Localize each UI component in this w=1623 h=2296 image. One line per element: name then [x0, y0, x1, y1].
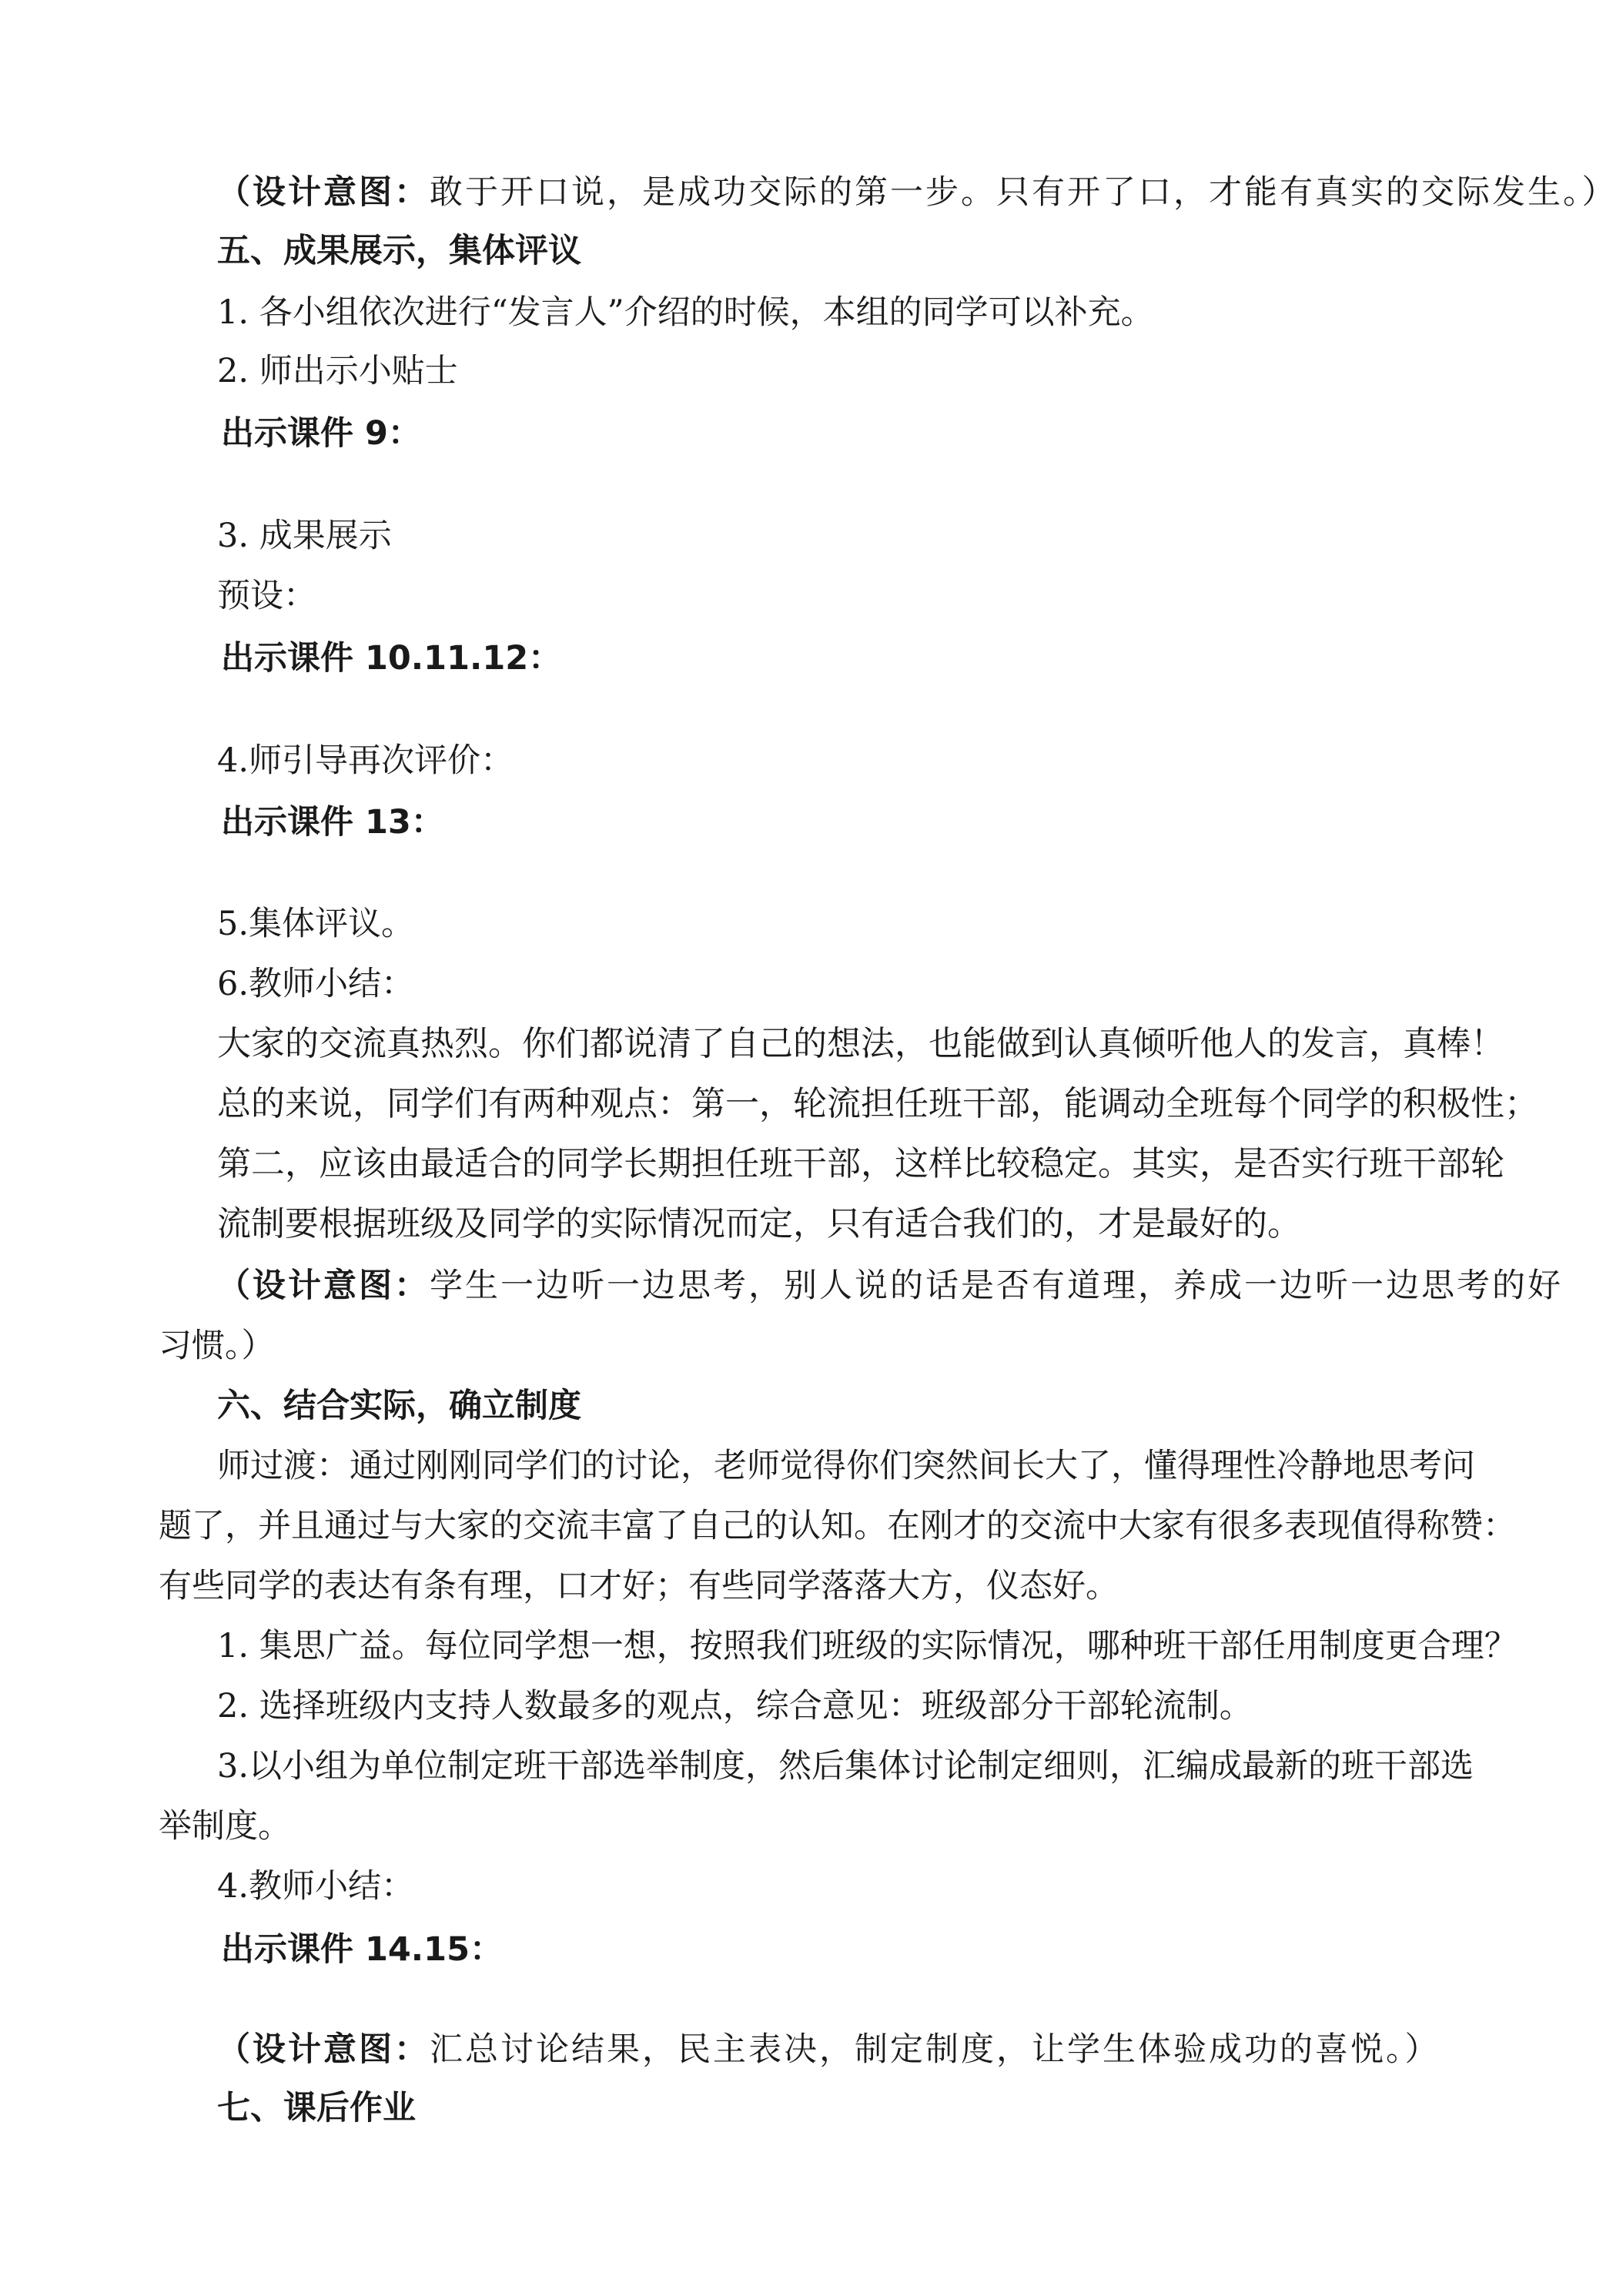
list-item-6-1: 1. 集思广益。每位同学想一想，按照我们班级的实际情况，哪种班干部任用制度更合理？	[217, 1627, 1518, 1665]
transition-paragraph-line: 题了，并且通过与大家的交流丰富了自己的认知。在刚才的交流中大家有很多表现值得称赞：	[159, 1507, 1516, 1545]
list-item-5-1: 1. 各小组依次进行“发言人”介绍的时候，本组的同学可以补充。	[217, 293, 1154, 332]
summary-paragraph-line: 大家的交流真热烈。你们都说清了自己的想法，也能做到认真倾听他人的发言，真棒！	[217, 1024, 1504, 1063]
list-item-6-3-continuation: 举制度。	[159, 1807, 291, 1846]
summary-paragraph-line: 第二，应该由最适合的同学长期担任班干部，这样比较稳定。其实，是否实行班干部轮	[217, 1144, 1504, 1183]
design-intent-label: （设计意图：	[217, 1267, 430, 1305]
courseware-label-10-12: 出示课件 10.11.12：	[221, 639, 562, 678]
summary-paragraph-line: 总的来说，同学们有两种观点：第一，轮流担任班干部，能调动全班每个同学的积极性；	[217, 1084, 1538, 1123]
design-intent-text: 敢于开口说，是成功交际的第一步。只有开了口，才能有真实的交际发生。）	[430, 173, 1618, 212]
preset-label: 预设：	[217, 577, 316, 615]
list-item-5-5: 5.集体评议。	[217, 905, 415, 943]
list-item-5-2: 2. 师出示小贴士	[217, 352, 458, 390]
design-intent-label: （设计意图：	[217, 2030, 430, 2069]
design-intent-note-1	[217, 169, 1618, 216]
design-intent-text: 汇总讨论结果，民主表决，制定制度，让学生体验成功的喜悦。）	[430, 2030, 1441, 2069]
list-item-5-4: 4.师引导再次评价：	[217, 741, 514, 780]
section-heading-5: 五、成果展示，集体评议	[217, 232, 581, 270]
list-item-5-3: 3. 成果展示	[217, 517, 392, 555]
section-heading-7: 七、课后作业	[217, 2089, 416, 2127]
design-intent-label: （设计意图：	[217, 173, 430, 212]
list-item-6-2: 2. 选择班级内支持人数最多的观点，综合意见：班级部分干部轮流制。	[217, 1687, 1253, 1725]
transition-paragraph-line: 师过渡：通过刚刚同学们的讨论，老师觉得你们突然间长大了，懂得理性冷静地思考问	[217, 1447, 1475, 1485]
courseware-label-13: 出示课件 13：	[221, 803, 444, 842]
design-intent-note-3	[217, 2027, 1441, 2073]
list-item-6-4: 4.教师小结：	[217, 1867, 415, 1906]
list-item-5-6: 6.教师小结：	[217, 965, 415, 1003]
design-intent-continuation: 习惯。）	[159, 1327, 275, 1365]
summary-paragraph-line: 流制要根据班级及同学的实际情况而定，只有适合我们的，才是最好的。	[217, 1204, 1301, 1243]
design-intent-text: 学生一边听一边思考，别人说的话是否有道理，养成一边听一边思考的好	[430, 1267, 1563, 1305]
transition-paragraph-line: 有些同学的表达有条有理，口才好；有些同学落落大方，仪态好。	[159, 1567, 1119, 1605]
section-heading-6: 六、结合实际，确立制度	[217, 1387, 581, 1425]
courseware-label-14-15: 出示课件 14.15：	[221, 1930, 503, 1969]
list-item-6-3: 3.以小组为单位制定班干部选举制度，然后集体讨论制定细则，汇编成最新的班干部选	[217, 1747, 1474, 1786]
courseware-label-9: 出示课件 9：	[221, 414, 421, 453]
design-intent-note-2	[217, 1263, 1563, 1309]
